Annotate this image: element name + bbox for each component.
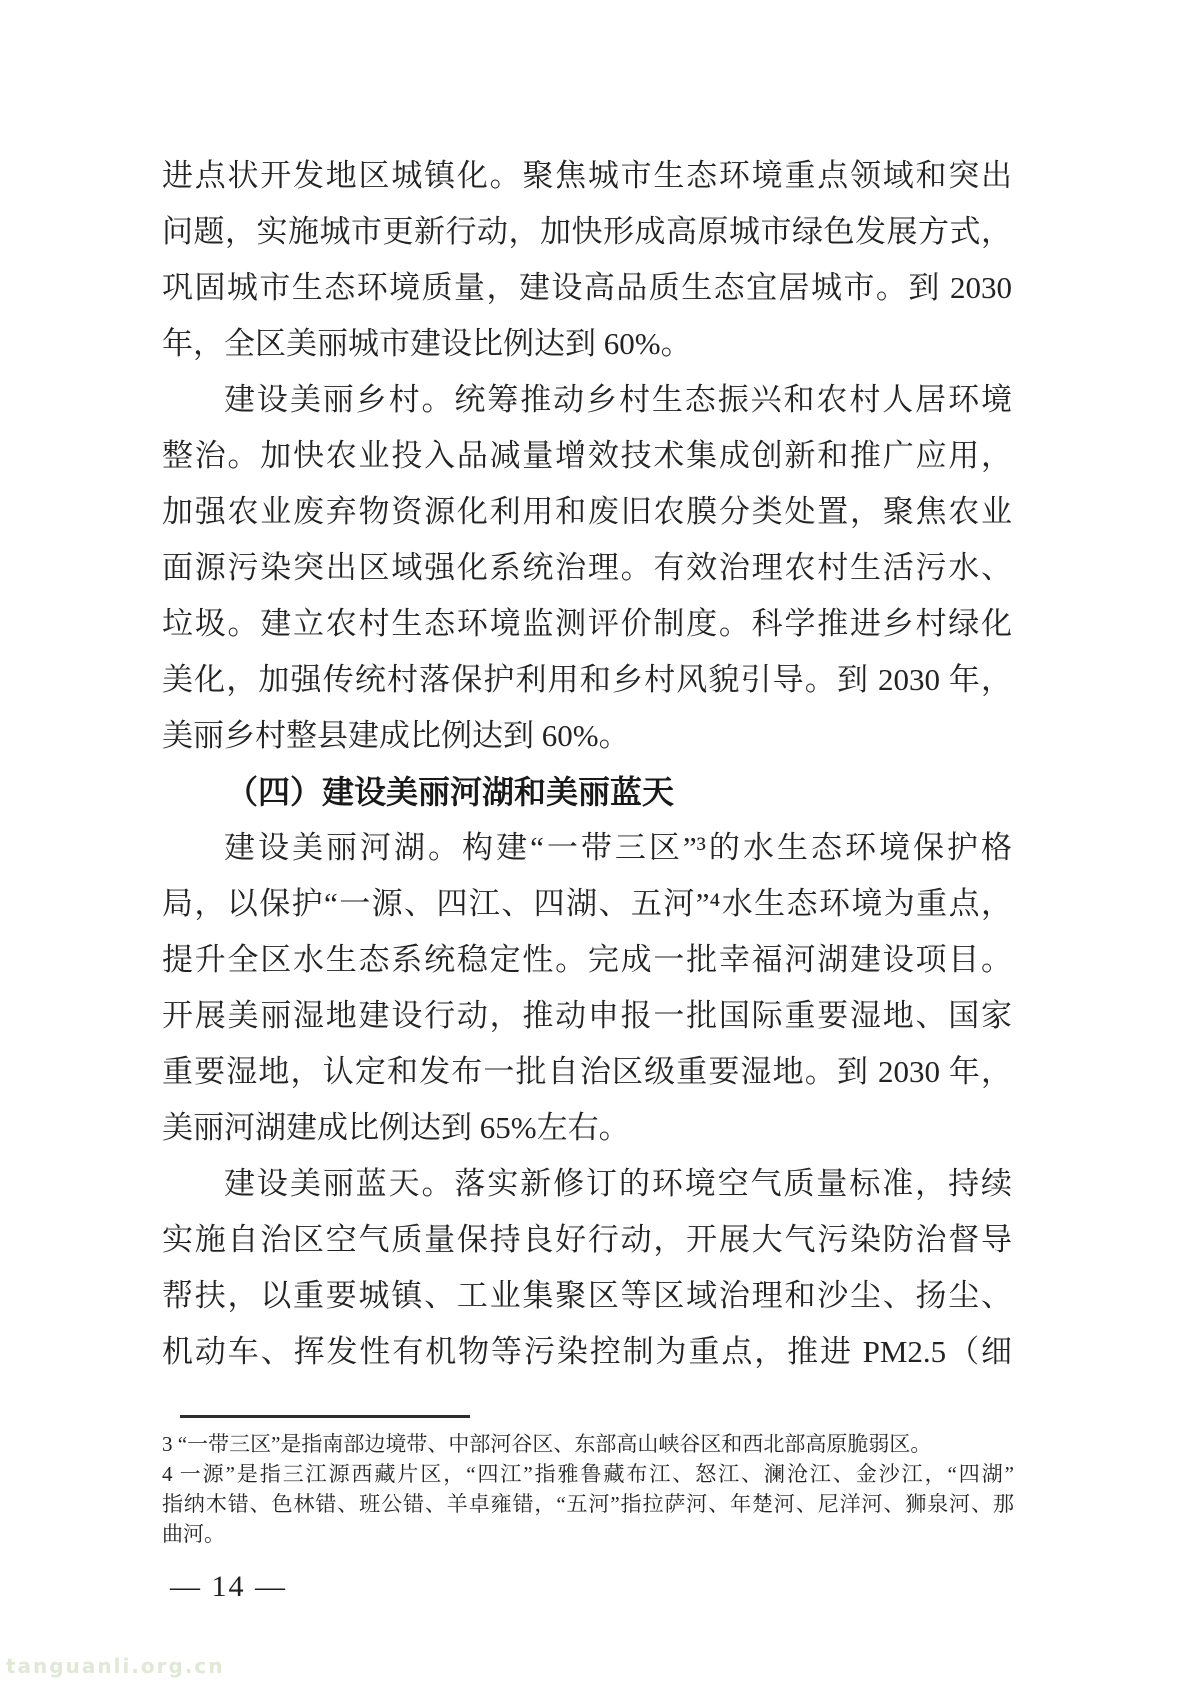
body-line: 机动车、挥发性有机物等污染控制为重点，推进 PM2.5（细	[162, 1334, 1012, 1369]
body-line: 重要湿地，认定和发布一批自治区级重要湿地。到 2030 年，	[162, 1054, 1012, 1089]
footnote-line: 曲河。	[162, 1522, 225, 1546]
body-line: 进点状开发地区城镇化。聚焦城市生态环境重点领域和突出	[162, 158, 1012, 193]
body-line: 实施自治区空气质量保持良好行动，开展大气污染防治督导	[162, 1222, 1012, 1257]
body-line: 美丽乡村整县建成比例达到 60%。	[162, 718, 630, 753]
body-line: 局，以保护“一源、四江、四湖、五河”⁴水生态环境为重点，	[162, 886, 1012, 921]
body-line: 帮扶，以重要城镇、工业集聚区等区域治理和沙尘、扬尘、	[162, 1278, 1012, 1313]
watermark: tanguanli.org.cn	[6, 1654, 225, 1678]
section-heading: （四）建设美丽河湖和美丽蓝天	[226, 774, 675, 810]
body-line: 面源污染突出区域强化系统治理。有效治理农村生活污水、	[162, 550, 1012, 585]
body-line: 提升全区水生态系统稳定性。完成一批幸福河湖建设项目。	[162, 942, 1012, 977]
body-line: 建设美丽河湖。构建“一带三区”³的水生态环境保护格	[224, 830, 1012, 865]
body-line: 开展美丽湿地建设行动，推动申报一批国际重要湿地、国家	[162, 998, 1012, 1033]
footnote-line: 3 “一带三区”是指南部边境带、中部河谷区、东部高山峡谷区和西北部高原脆弱区。	[162, 1432, 932, 1456]
body-line: 整治。加快农业投入品减量增效技术集成创新和推广应用，	[162, 438, 1012, 473]
body-line: 建设美丽乡村。统筹推动乡村生态振兴和农村人居环境	[224, 382, 1012, 417]
body-line: 垃圾。建立农村生态环境监测评价制度。科学推进乡村绿化	[162, 606, 1012, 641]
footnote-line: 4 一源”是指三江源西藏片区，“四江”指雅鲁藏布江、怒江、澜沧江、金沙江，“四湖”	[162, 1462, 1014, 1486]
footnote-line: 指纳木错、色林错、班公错、羊卓雍错，“五河”指拉萨河、年楚河、尼洋河、狮泉河、那	[162, 1492, 1014, 1516]
body-line: 问题，实施城市更新行动，加快形成高原城市绿色发展方式，	[162, 214, 1012, 249]
page-number: — 14 —	[170, 1570, 287, 1603]
body-line: 美化，加强传统村落保护利用和乡村风貌引导。到 2030 年，	[162, 662, 1012, 697]
body-line: 加强农业废弃物资源化利用和废旧农膜分类处置，聚焦农业	[162, 494, 1012, 529]
body-line: 建设美丽蓝天。落实新修订的环境空气质量标准，持续	[224, 1166, 1012, 1201]
footnotes-block	[162, 1429, 1014, 1549]
footnote-divider	[180, 1415, 470, 1418]
body-line: 年，全区美丽城市建设比例达到 60%。	[162, 326, 692, 361]
body-text-block	[162, 148, 1012, 1380]
body-line: 巩固城市生态环境质量，建设高品质生态宜居城市。到 2030	[162, 270, 1012, 305]
body-line: 美丽河湖建成比例达到 65%左右。	[162, 1110, 630, 1145]
